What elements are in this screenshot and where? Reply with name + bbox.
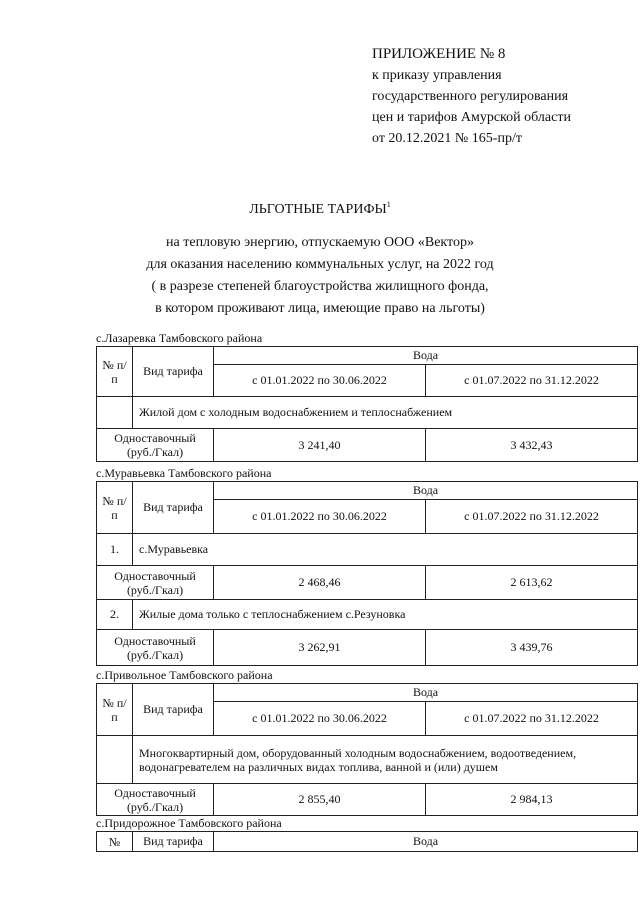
subtitle-line: на тепловую энергию, отпускаемую ООО «Вектор» <box>166 235 474 250</box>
tariff-value: 2 468,46 <box>214 566 426 600</box>
period-header: с 01.01.2022 по 30.06.2022 <box>214 500 426 534</box>
row-num: 2. <box>97 600 133 630</box>
region-label: с.Привольное Тамбовского района <box>96 668 273 682</box>
single-rate-label: Одноставочный (руб./Гкал) <box>97 566 214 600</box>
num-header: № п/п <box>97 347 133 397</box>
row-description: Жилые дома только с теплоснабжением с.Резуновка <box>133 600 638 630</box>
period-header: с 01.07.2022 по 31.12.2022 <box>426 500 638 534</box>
row-num <box>97 736 133 784</box>
subtitle-line: для оказания населению коммунальных услуг, на 2022 год <box>146 257 494 272</box>
appendix-block <box>372 44 571 149</box>
appendix-line: от 20.12.2021 № 165-пр/т <box>372 131 522 146</box>
tariff-table <box>96 481 638 666</box>
num-header: № <box>97 832 133 852</box>
kind-header: Вид тарифа <box>133 347 214 397</box>
tariff-value: 3 262,91 <box>214 630 426 666</box>
row-description: Жилой дом с холодным водоснабжением и теплоснабжением <box>133 397 638 429</box>
document-title <box>0 200 640 218</box>
region-label: с.Лазаревка Тамбовского района <box>96 331 263 345</box>
row-description: Многоквартирный дом, оборудованный холодным водоснабжением, водоотведением, водонагревателем на различных видах топлива, ванной и (или) душем <box>133 736 638 784</box>
tariff-value: 2 613,62 <box>426 566 638 600</box>
water-header: Вода <box>214 347 638 365</box>
num-header: № п/п <box>97 482 133 534</box>
row-num <box>97 397 133 429</box>
period-header: с 01.07.2022 по 31.12.2022 <box>426 702 638 736</box>
single-rate-label: Одноставочный (руб./Гкал) <box>97 429 214 462</box>
num-header: № п/п <box>97 684 133 736</box>
document-subtitle <box>0 232 640 320</box>
appendix-line: государственного регулирования <box>372 89 569 104</box>
kind-header: Вид тарифа <box>133 832 214 852</box>
tariff-value: 2 855,40 <box>214 784 426 816</box>
footnote-mark: 1 <box>386 200 391 209</box>
region-label: с.Муравьевка Тамбовского района <box>96 466 272 480</box>
region-label: с.Придорожное Тамбовского района <box>96 816 282 830</box>
period-header: с 01.07.2022 по 31.12.2022 <box>426 365 638 397</box>
period-header: с 01.01.2022 по 30.06.2022 <box>214 702 426 736</box>
appendix-line: цен и тарифов Амурской области <box>372 110 571 125</box>
row-description: с.Муравьевка <box>133 534 638 566</box>
tariff-table <box>96 683 638 816</box>
kind-header: Вид тарифа <box>133 684 214 736</box>
subtitle-line: ( в разрезе степеней благоустройства жилищного фонда, <box>151 279 489 294</box>
tariff-value: 2 984,13 <box>426 784 638 816</box>
subtitle-line: в котором проживают лица, имеющие право на льготы) <box>155 301 485 316</box>
water-header: Вода <box>214 684 638 702</box>
single-rate-label: Одноставочный (руб./Гкал) <box>97 784 214 816</box>
title-text: ЛЬГОТНЫЕ ТАРИФЫ <box>249 202 387 217</box>
single-rate-label: Одноставочный (руб./Гкал) <box>97 630 214 666</box>
period-header: с 01.01.2022 по 30.06.2022 <box>214 365 426 397</box>
tariff-value: 3 439,76 <box>426 630 638 666</box>
kind-header: Вид тарифа <box>133 482 214 534</box>
tariff-value: 3 432,43 <box>426 429 638 462</box>
tariff-table <box>96 831 638 852</box>
tariff-table <box>96 346 638 462</box>
water-header: Вода <box>214 832 638 852</box>
appendix-line: к приказу управления <box>372 68 502 83</box>
appendix-number: ПРИЛОЖЕНИЕ № 8 <box>372 46 506 62</box>
row-num: 1. <box>97 534 133 566</box>
water-header: Вода <box>214 482 638 500</box>
tariff-value: 3 241,40 <box>214 429 426 462</box>
